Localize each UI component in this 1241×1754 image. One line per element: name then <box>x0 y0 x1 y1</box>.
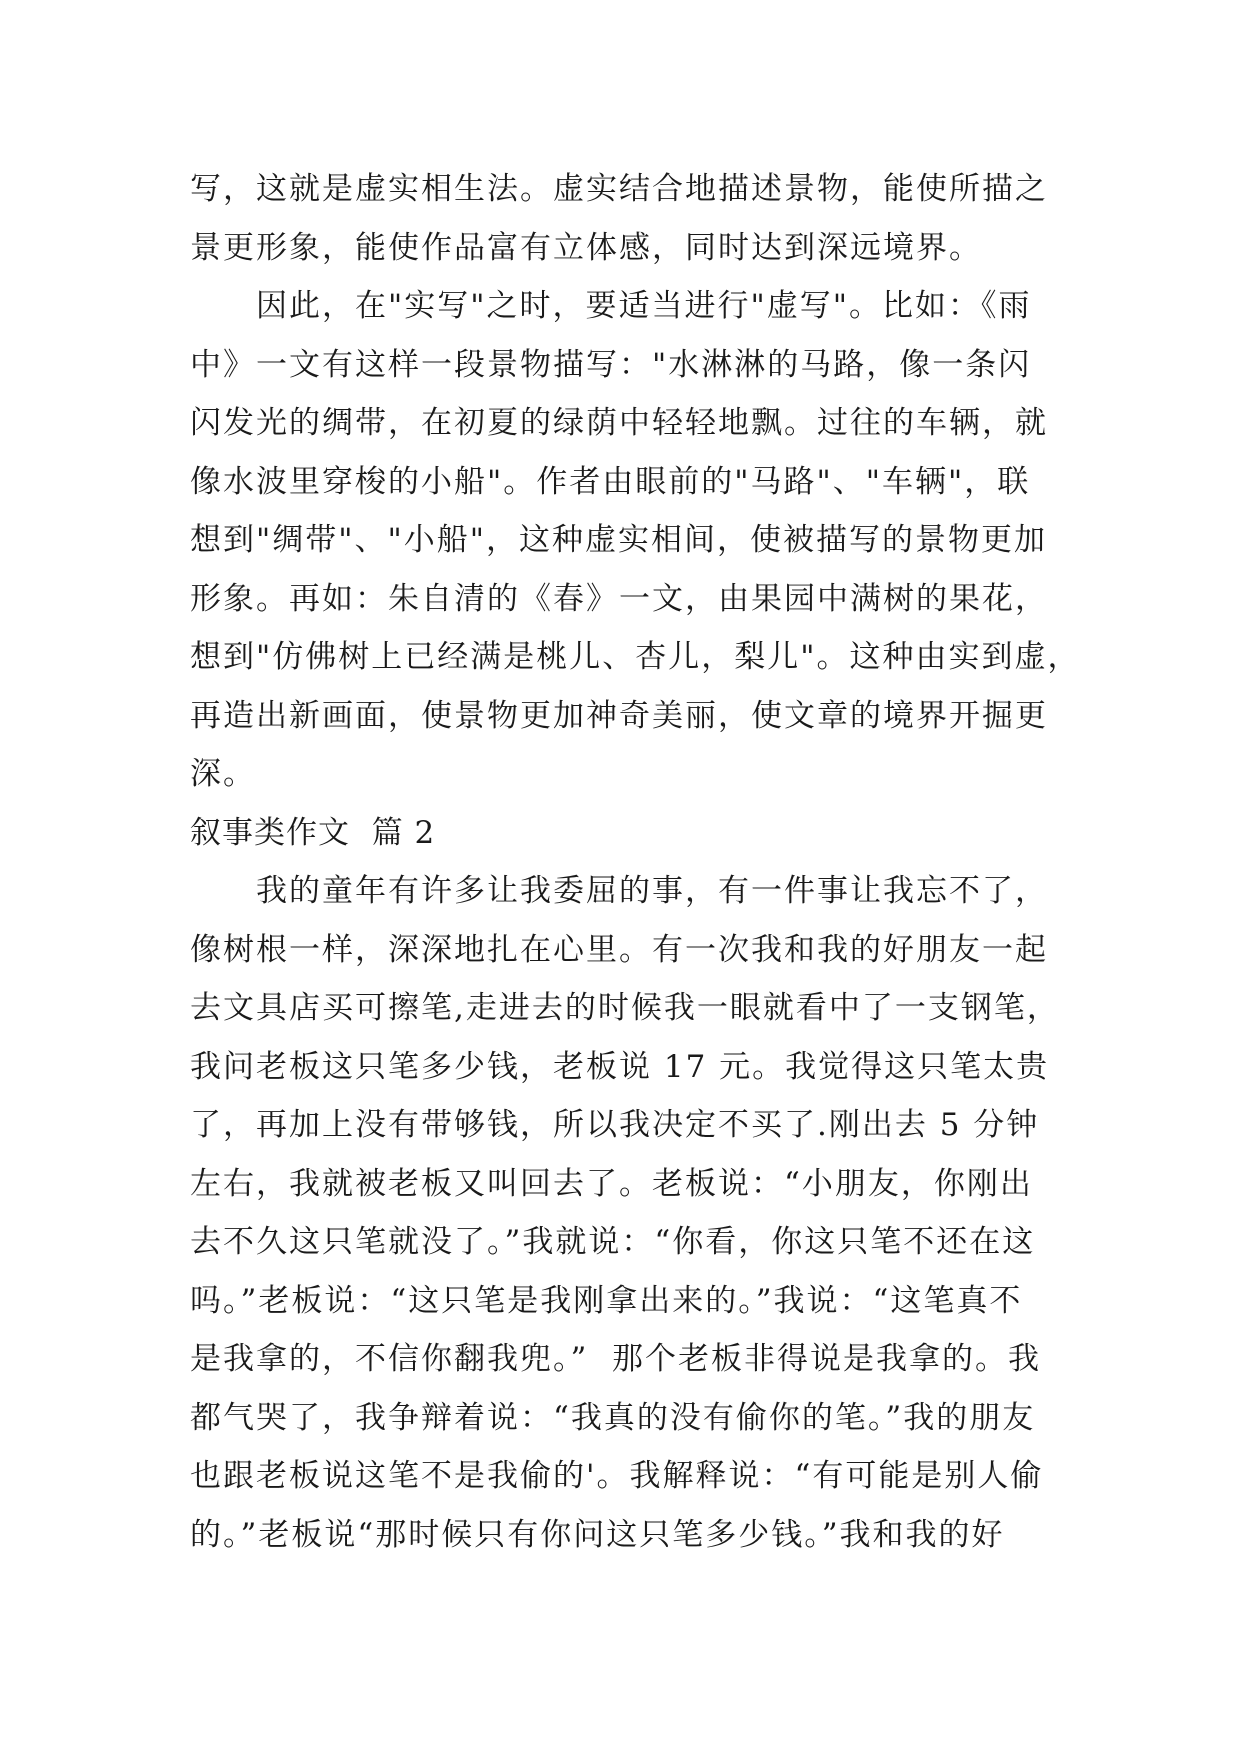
text-line: 去不久这只笔就没了。”我就说：“你看，你这只笔不还在这 <box>190 1224 1036 1260</box>
text-line: 吗。”老板说：“这只笔是我刚拿出来的。”我说：“这笔真不 <box>190 1282 1023 1319</box>
text-line: 我的童年有许多让我委屈的事，有一件事让我忘不了， <box>256 873 1048 909</box>
text-line: 闪发光的绸带，在初夏的绿荫中轻轻地飘。过往的车辆，就 <box>190 405 1048 441</box>
text-line: 中》一文有这样一段景物描写："水淋淋的马路，像一条闪 <box>190 346 1032 383</box>
text-line: 左右，我就被老板又叫回去了。老板说：“小朋友，你刚出 <box>190 1165 1033 1202</box>
text-line: 像水波里穿梭的小船"。作者由眼前的"马路"、"车辆"，联 <box>190 463 1031 500</box>
text-line: 去文具店买可擦笔,走进去的时候我一眼就看中了一支钢笔， <box>190 990 1060 1026</box>
text-line: 因此，在"实写"之时，要适当进行"虚写"。比如：《雨 <box>256 288 1032 324</box>
text-line: 再造出新画面，使景物更加神奇美丽，使文章的境界开掘更 <box>190 697 1048 734</box>
text-line: 想到"仿佛树上已经满是桃儿、杏儿，梨儿"。这种由实到虚， <box>190 639 1081 675</box>
text-line: 是我拿的，不信你翻我兜。” 那个老板非得说是我拿的。我 <box>190 1341 1042 1377</box>
document-body <box>190 160 1081 1564</box>
section-heading: 叙事类作文 篇 2 <box>190 814 436 851</box>
text-line: 也跟老板说这笔不是我偷的'。我解释说：“有可能是别人偷 <box>190 1458 1044 1494</box>
text-line: 的。”老板说“那时候只有你问这只笔多少钱。”我和我的好 <box>190 1516 1005 1553</box>
text-line: 形象。再如：朱自清的《春》一文，由果园中满树的果花， <box>190 580 1048 617</box>
text-line: 都气哭了，我争辩着说：“我真的没有偷你的笔。”我的朋友 <box>190 1399 1036 1436</box>
text-line: 景更形象，能使作品富有立体感，同时达到深远境界。 <box>190 229 982 266</box>
text-line: 我问老板这只笔多少钱，老板说 17 元。我觉得这只笔太贵 <box>190 1048 1050 1085</box>
text-line: 写，这就是虚实相生法。虚实结合地描述景物，能使所描之 <box>190 171 1048 207</box>
text-line: 深。 <box>190 756 256 792</box>
text-line: 像树根一样，深深地扎在心里。有一次我和我的好朋友一起 <box>190 931 1048 968</box>
text-line: 了，再加上没有带够钱，所以我决定不买了.刚出去 5 分钟 <box>190 1107 1040 1143</box>
text-line: 想到"绸带"、"小船"，这种虚实相间，使被描写的景物更加 <box>190 522 1048 558</box>
